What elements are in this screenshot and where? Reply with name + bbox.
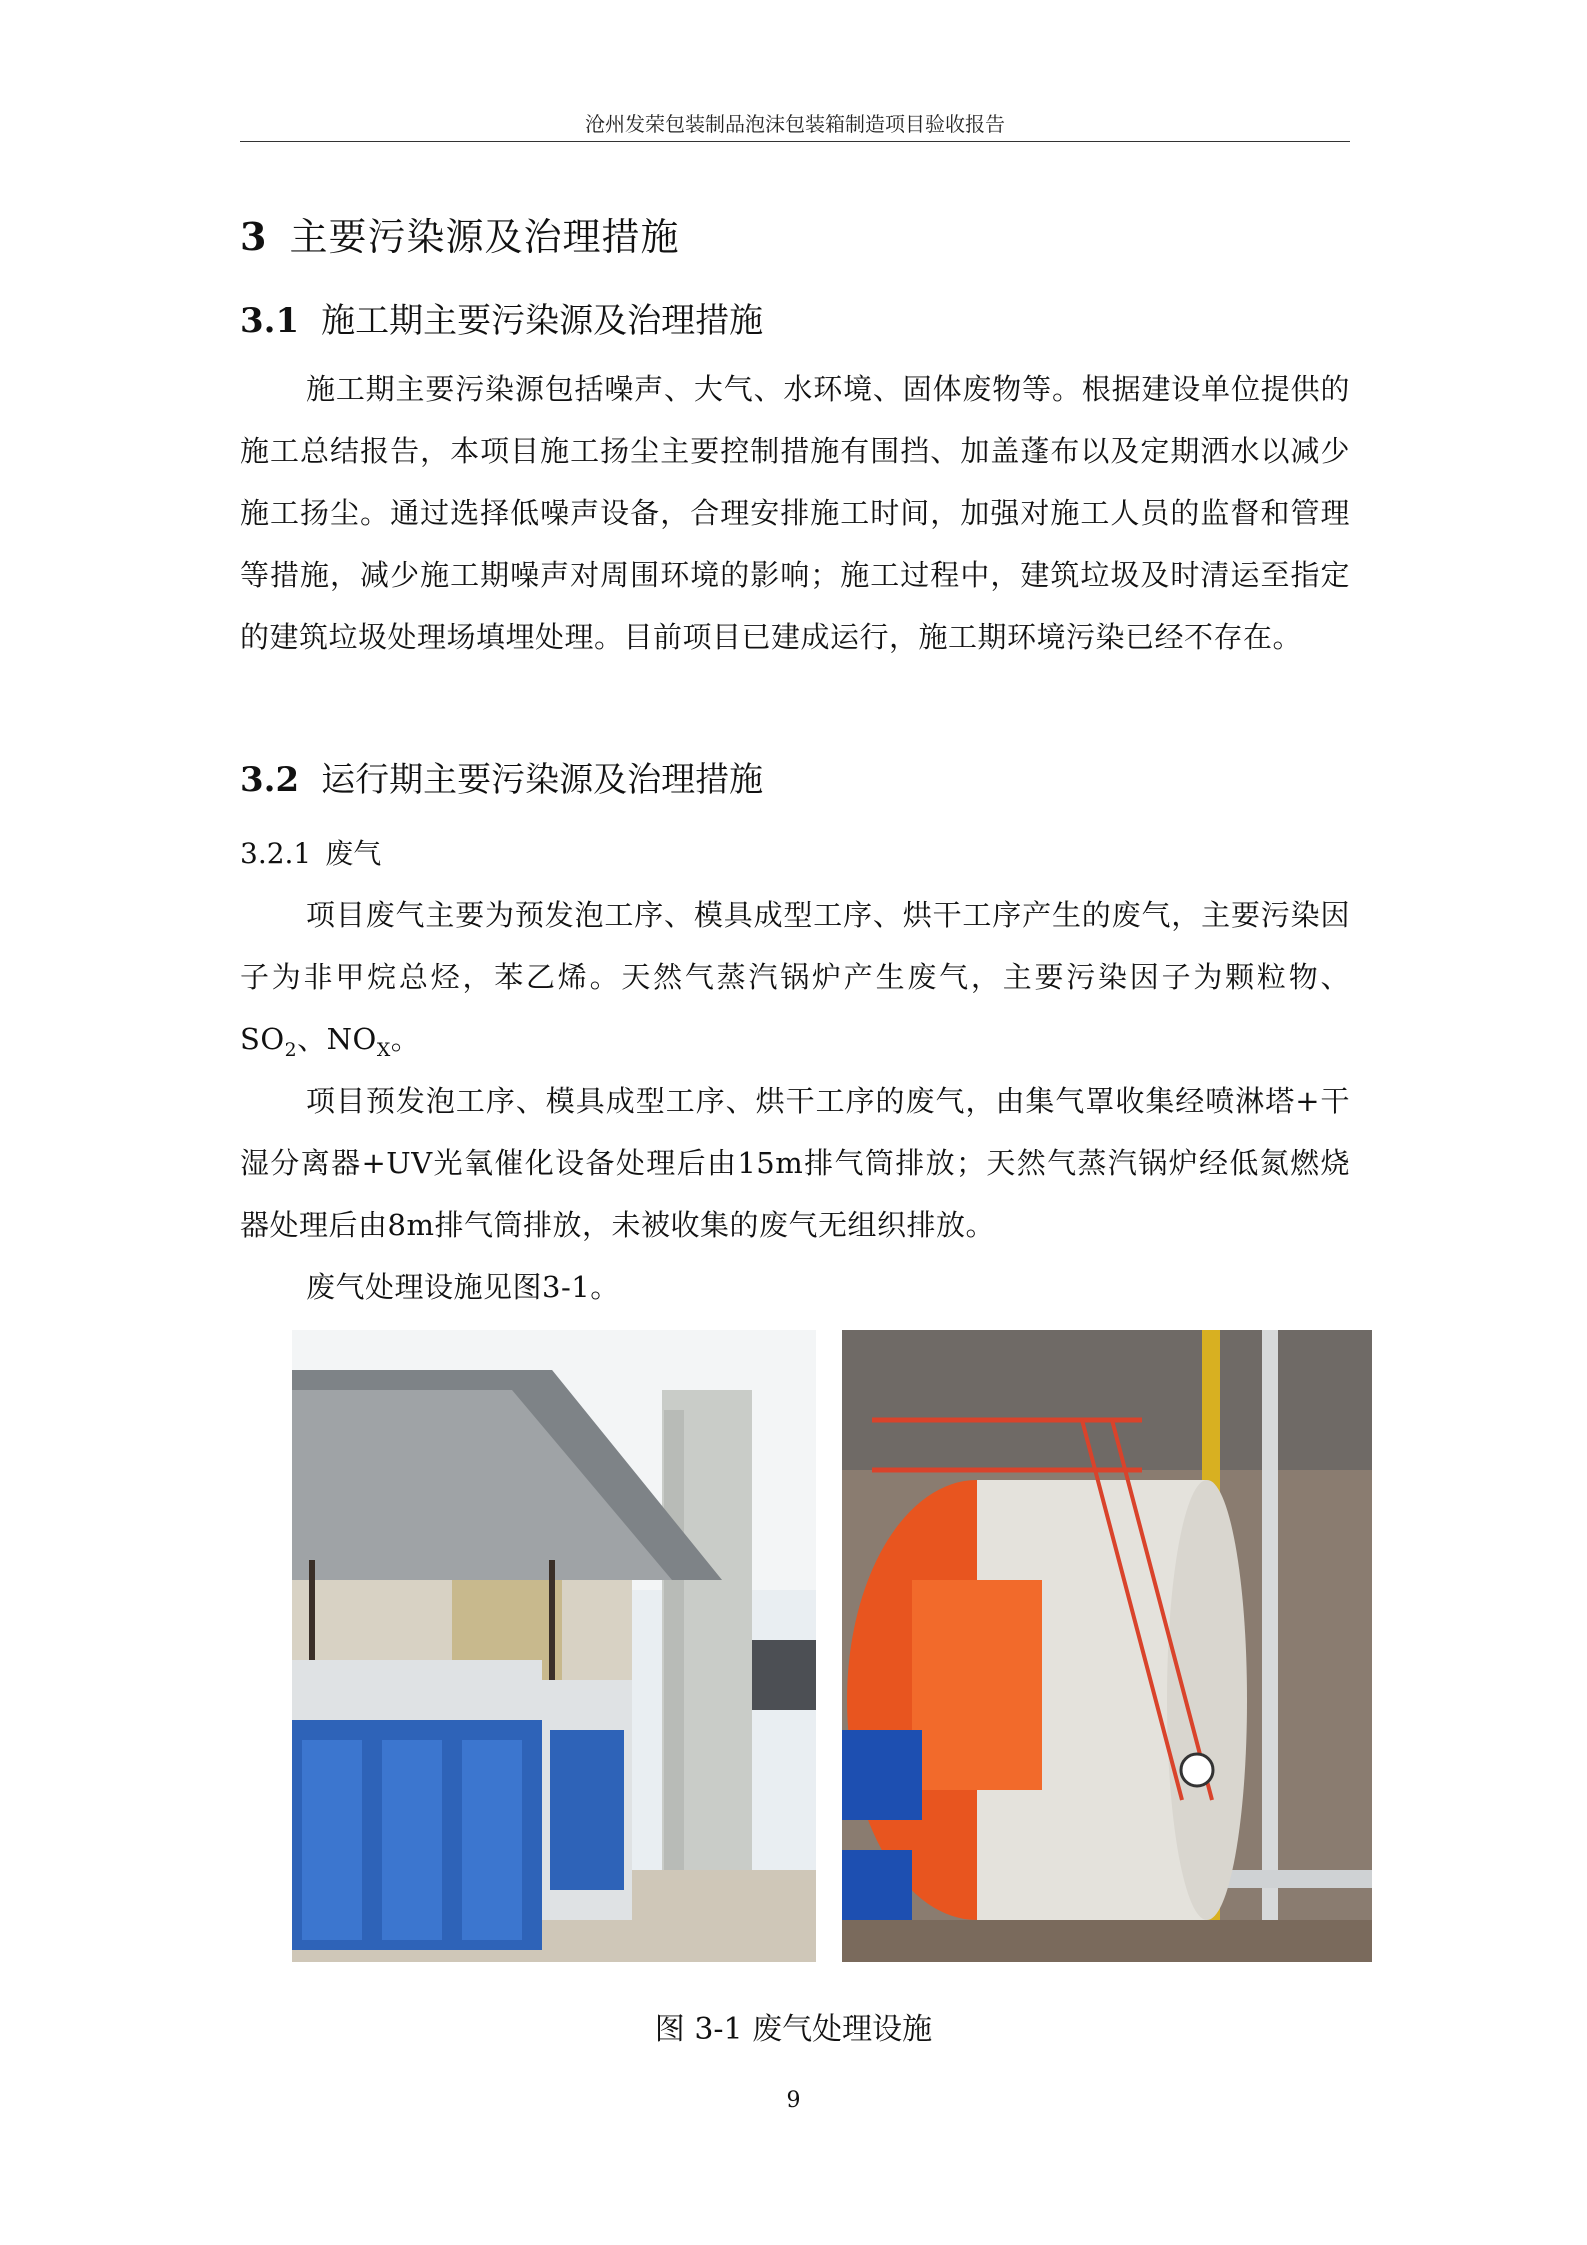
section-title: 主要污染源及治理措施 xyxy=(289,215,680,259)
section-title: 施工期主要污染源及治理措施 xyxy=(321,301,764,341)
photo-uv-treatment-equipment xyxy=(292,1330,816,1962)
section-number: 3.2 xyxy=(240,760,300,800)
section-3-1-heading xyxy=(240,293,763,342)
section-3-1-paragraph: 施工期主要污染源包括噪声、大气、水环境、固体废物等。根据建设单位提供的施工总结报告，本项目施工扬尘主要控制措施有围挡、加盖蓬布以及定期洒水以减少施工扬尘。通过选择低噪声设备，合理安排施工时间，加强对施工人员的监督和管理等措施，减少施工期噪声对周围环境的影响；施工过程中，建筑垃圾及时清运至指定的建筑垃圾处理场填埋处理。目前项目已建成运行，施工期环境污染已经不存在。 xyxy=(240,372,1350,654)
waste-gas-paragraph-3: 废气处理设施见图3-1。 xyxy=(306,1270,620,1304)
section-number: 3 xyxy=(240,214,268,259)
section-title: 废气 xyxy=(325,837,382,870)
section-3-2-1-heading xyxy=(240,832,381,872)
section-3-heading xyxy=(240,206,679,261)
page-number: 9 xyxy=(786,2088,801,2113)
section-3-2-heading xyxy=(240,752,763,801)
running-header: 沧州发荣包装制品泡沫包装箱制造项目验收报告 xyxy=(585,112,1005,136)
section-number: 3.2.1 xyxy=(240,837,312,870)
section-title: 运行期主要污染源及治理措施 xyxy=(321,760,764,800)
section-number: 3.1 xyxy=(240,301,300,341)
waste-gas-paragraph-1: 项目废气主要为预发泡工序、模具成型工序、烘干工序产生的废气，主要污染因子为非甲烷总烃，苯乙烯。天然气蒸汽锅炉产生废气，主要污染因子为颗粒物、$SO_2$、$NO_X$。 xyxy=(240,898,1350,1061)
header-rule xyxy=(240,141,1350,142)
waste-gas-paragraph-2: 项目预发泡工序、模具成型工序、烘干工序的废气，由集气罩收集经喷淋塔+干湿分离器+UV光氧催化设备处理后由15m排气筒排放；天然气蒸汽锅炉经低氮燃烧器处理后由8m排气筒排放，未被收集的废气无组织排放。 xyxy=(240,1084,1350,1242)
photo-steam-boiler xyxy=(842,1330,1372,1962)
figure-caption: 图 3-1 废气处理设施 xyxy=(654,2012,933,2047)
